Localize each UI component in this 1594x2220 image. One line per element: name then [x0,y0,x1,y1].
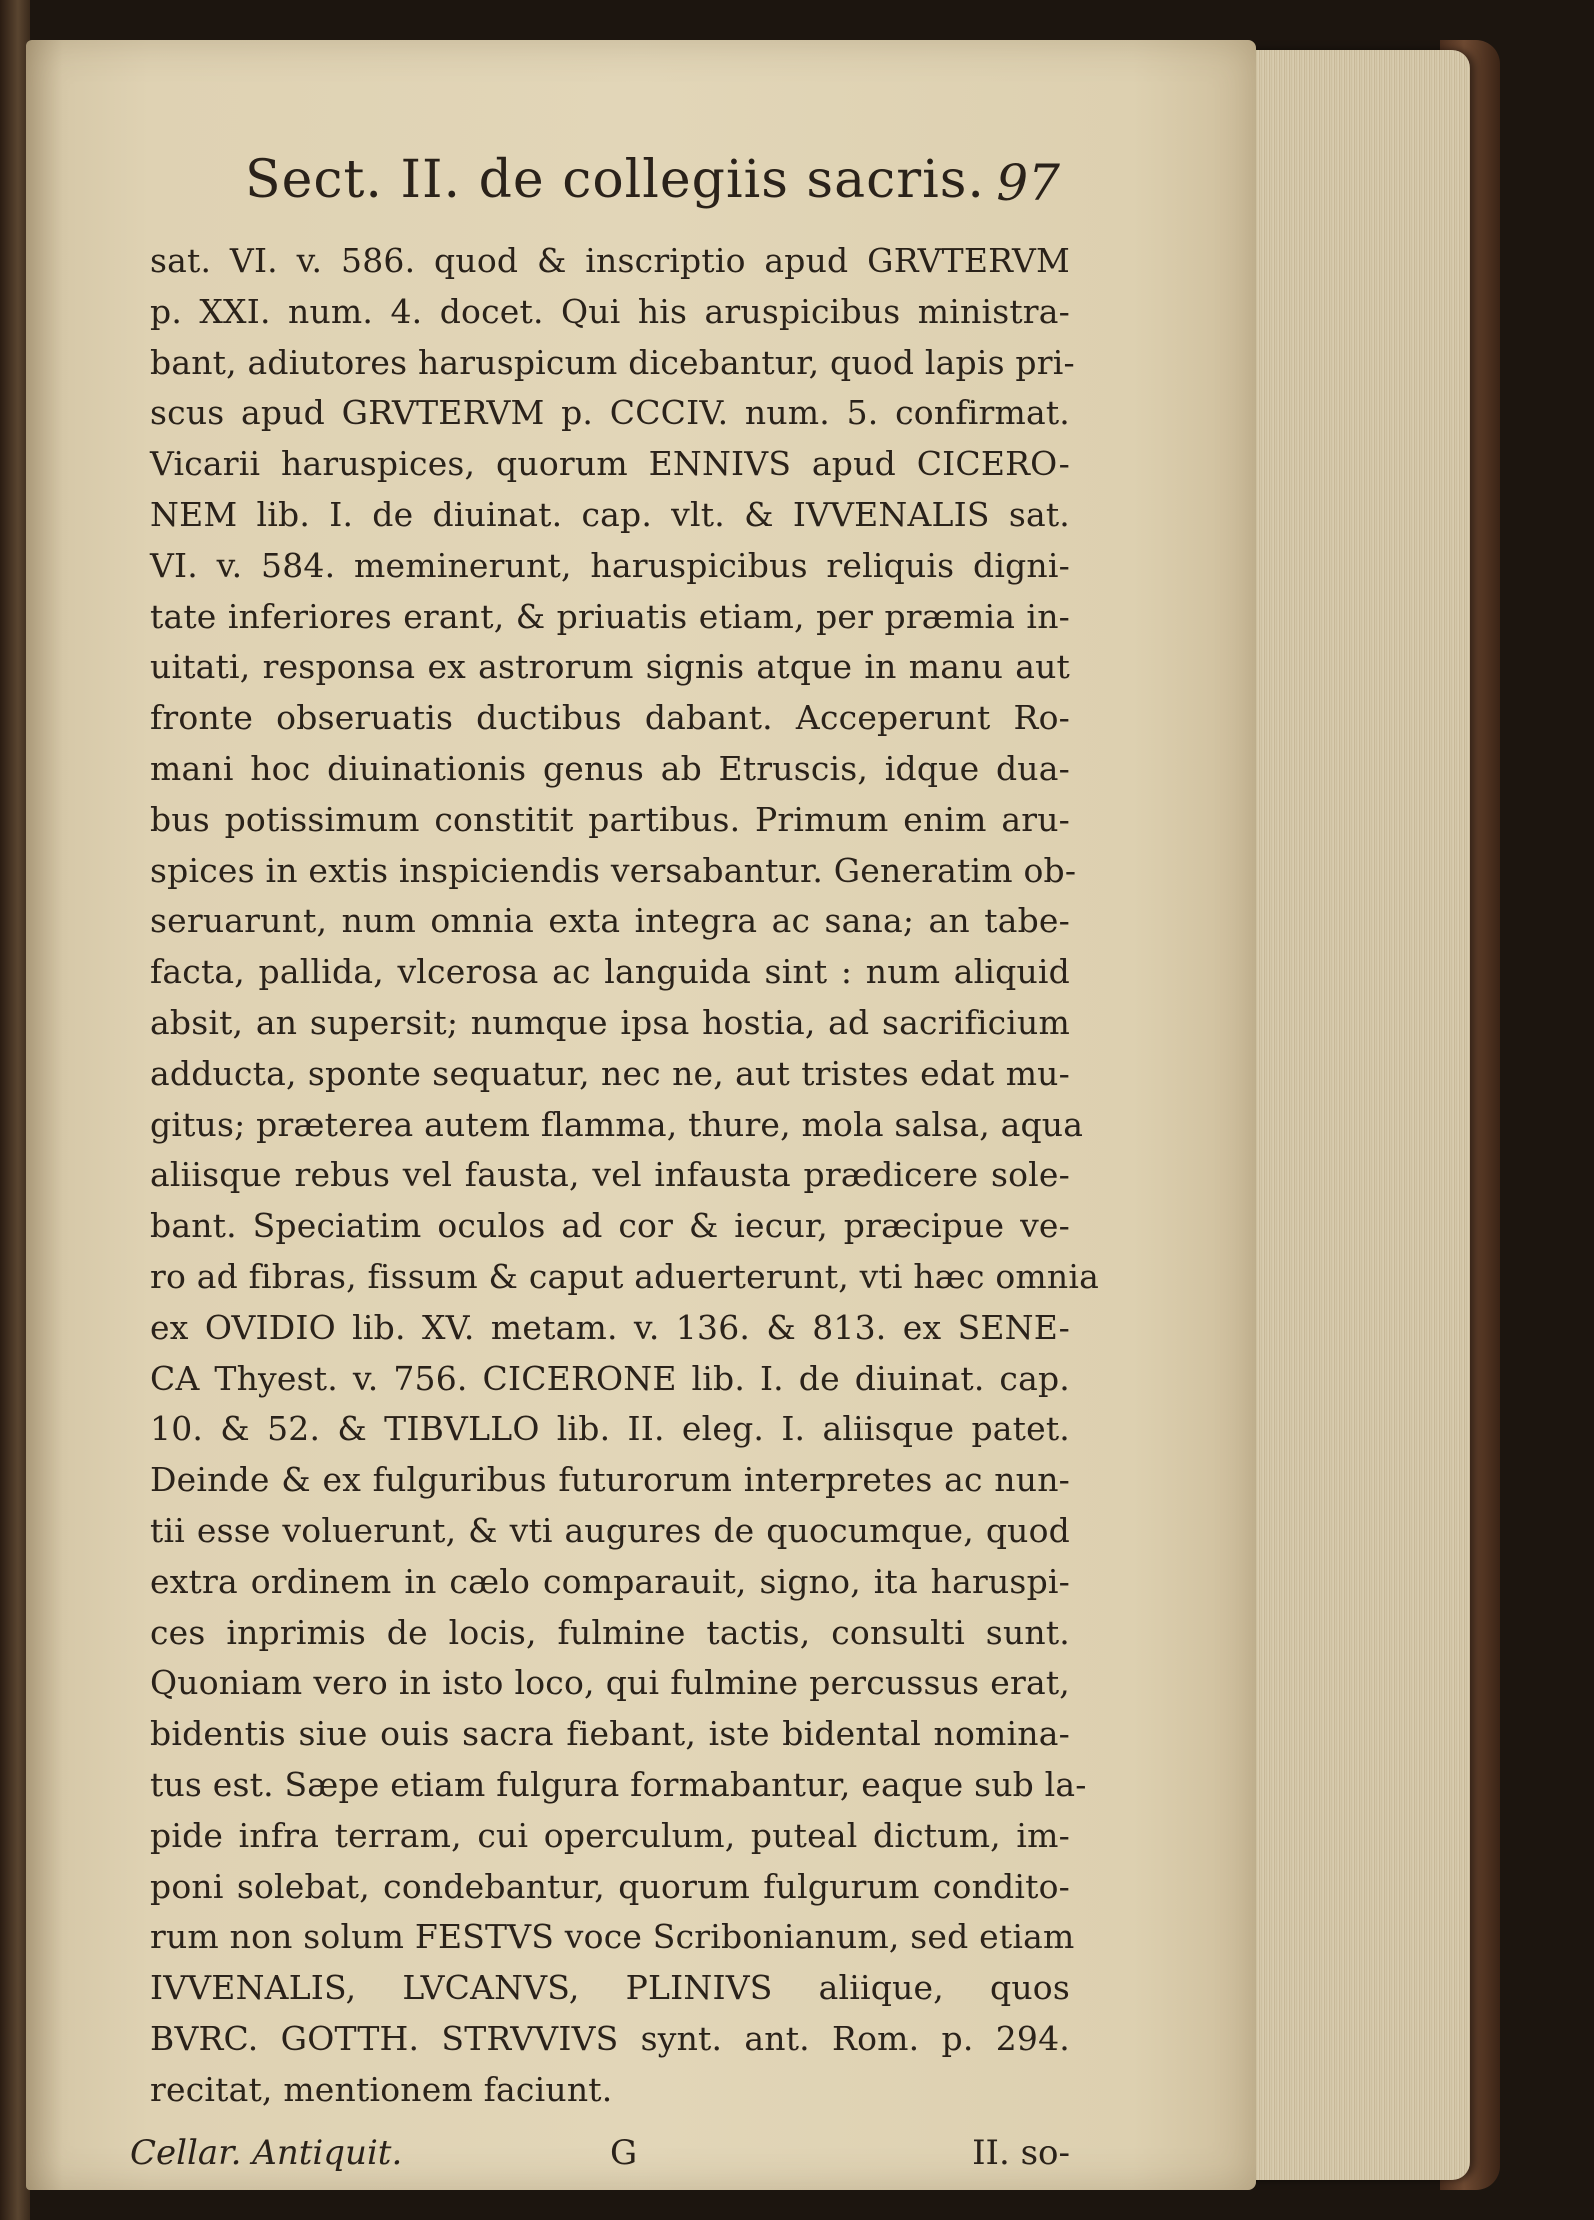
running-head: Sect. II. de collegiis sacris. [245,150,985,210]
text-line: ex OVIDIO lib. XV. metam. v. 136. & 813. ex SENE- [150,1307,1070,1347]
page-footer [130,2133,1070,2193]
text-line: BVRC. GOTTH. STRVVIVS synt. ant. Rom. p. 294. [150,2018,1070,2058]
body-text [150,236,1100,2115]
page-block-edges [1240,50,1470,2180]
text-line: uitati, responsa ex astrorum signis atque in manu aut [150,647,1070,687]
text-line: ces inprimis de locis, fulmine tactis, consulti sunt. [150,1612,1070,1652]
text-line: bidentis siue ouis sacra fiebant, iste bidental nomina- [150,1714,1070,1754]
text-line: recitat, mentionem faciunt. [150,2069,613,2109]
text-line: adducta, sponte sequatur, nec ne, aut tristes edat mu- [150,1053,1070,1093]
text-line: extra ordinem in cælo comparauit, signo, ita haruspi- [150,1561,1070,1601]
page-number: 97 [996,154,1060,212]
page-header [150,150,1070,236]
text-line: gitus; præterea autem flamma, thure, mola salsa, aqua [150,1104,1084,1144]
text-line: bant, adiutores haruspicum dicebantur, quod lapis pri- [150,342,1075,382]
text-line: poni solebat, condebantur, quorum fulgurum condito- [150,1866,1070,1906]
text-line: ro ad fibras, fissum & caput aduerterunt, vti hæc omnia [150,1256,1100,1296]
text-line: aliisque rebus vel fausta, vel infausta prædicere sole- [150,1155,1070,1195]
text-line: bant. Speciatim oculos ad cor & iecur, præcipue ve- [150,1206,1070,1246]
text-line: scus apud GRVTERVM p. CCCIV. num. 5. confirmat. [150,393,1070,433]
text-line: facta, pallida, vlcerosa ac languida sint : num aliquid [150,952,1070,992]
page-text [130,150,1100,2193]
text-line: mani hoc diuinationis genus ab Etruscis, idque dua- [150,748,1070,788]
signature-mark: G [610,2133,638,2174]
text-line: fronte obseruatis ductibus dabant. Acceperunt Ro- [150,698,1070,738]
catchword: II. so- [972,2133,1070,2174]
text-line: Quoniam vero in isto loco, qui fulmine percussus erat, [150,1663,1070,1703]
text-line: VI. v. 584. meminerunt, haruspicibus reliquis digni- [150,545,1070,585]
text-line: NEM lib. I. de diuinat. cap. vlt. & IVVENALIS sat. [150,494,1070,534]
text-line: pide infra terram, cui operculum, puteal dictum, im- [150,1815,1070,1855]
text-line: tus est. Sæpe etiam fulgura formabantur, eaque sub la- [150,1764,1087,1804]
text-line: rum non solum FESTVS voce Scribonianum, sed etiam [150,1917,1075,1957]
text-line: tate inferiores erant, & priuatis etiam, per præmia in- [150,596,1070,636]
text-line: CA Thyest. v. 756. CICERONE lib. I. de diuinat. cap. [150,1358,1070,1398]
text-line: 10. & 52. & TIBVLLO lib. II. eleg. I. aliisque patet. [150,1409,1070,1449]
signature-title: Cellar. Antiquit. [130,2133,403,2174]
text-line: tii esse voluerunt, & vti augures de quocumque, quod [150,1510,1070,1550]
text-line: seruarunt, num omnia exta integra ac sana; an tabe- [150,901,1070,941]
text-line: absit, an supersit; numque ipsa hostia, ad sacrificium [150,1002,1070,1042]
text-line: IVVENALIS, LVCANVS, PLINIVS aliique, quos [150,1968,1070,2008]
text-line: p. XXI. num. 4. docet. Qui his aruspicibus ministra- [150,291,1070,331]
text-line: bus potissimum constitit partibus. Primum enim aru- [150,799,1070,839]
text-line: Deinde & ex fulguribus futurorum interpretes ac nun- [150,1460,1070,1500]
text-line: spices in extis inspiciendis versabantur. Generatim ob- [150,850,1077,890]
text-line: Vicarii haruspices, quorum ENNIVS apud CICERO- [150,444,1070,484]
text-line: sat. VI. v. 586. quod & inscriptio apud GRVTERVM [150,241,1070,280]
